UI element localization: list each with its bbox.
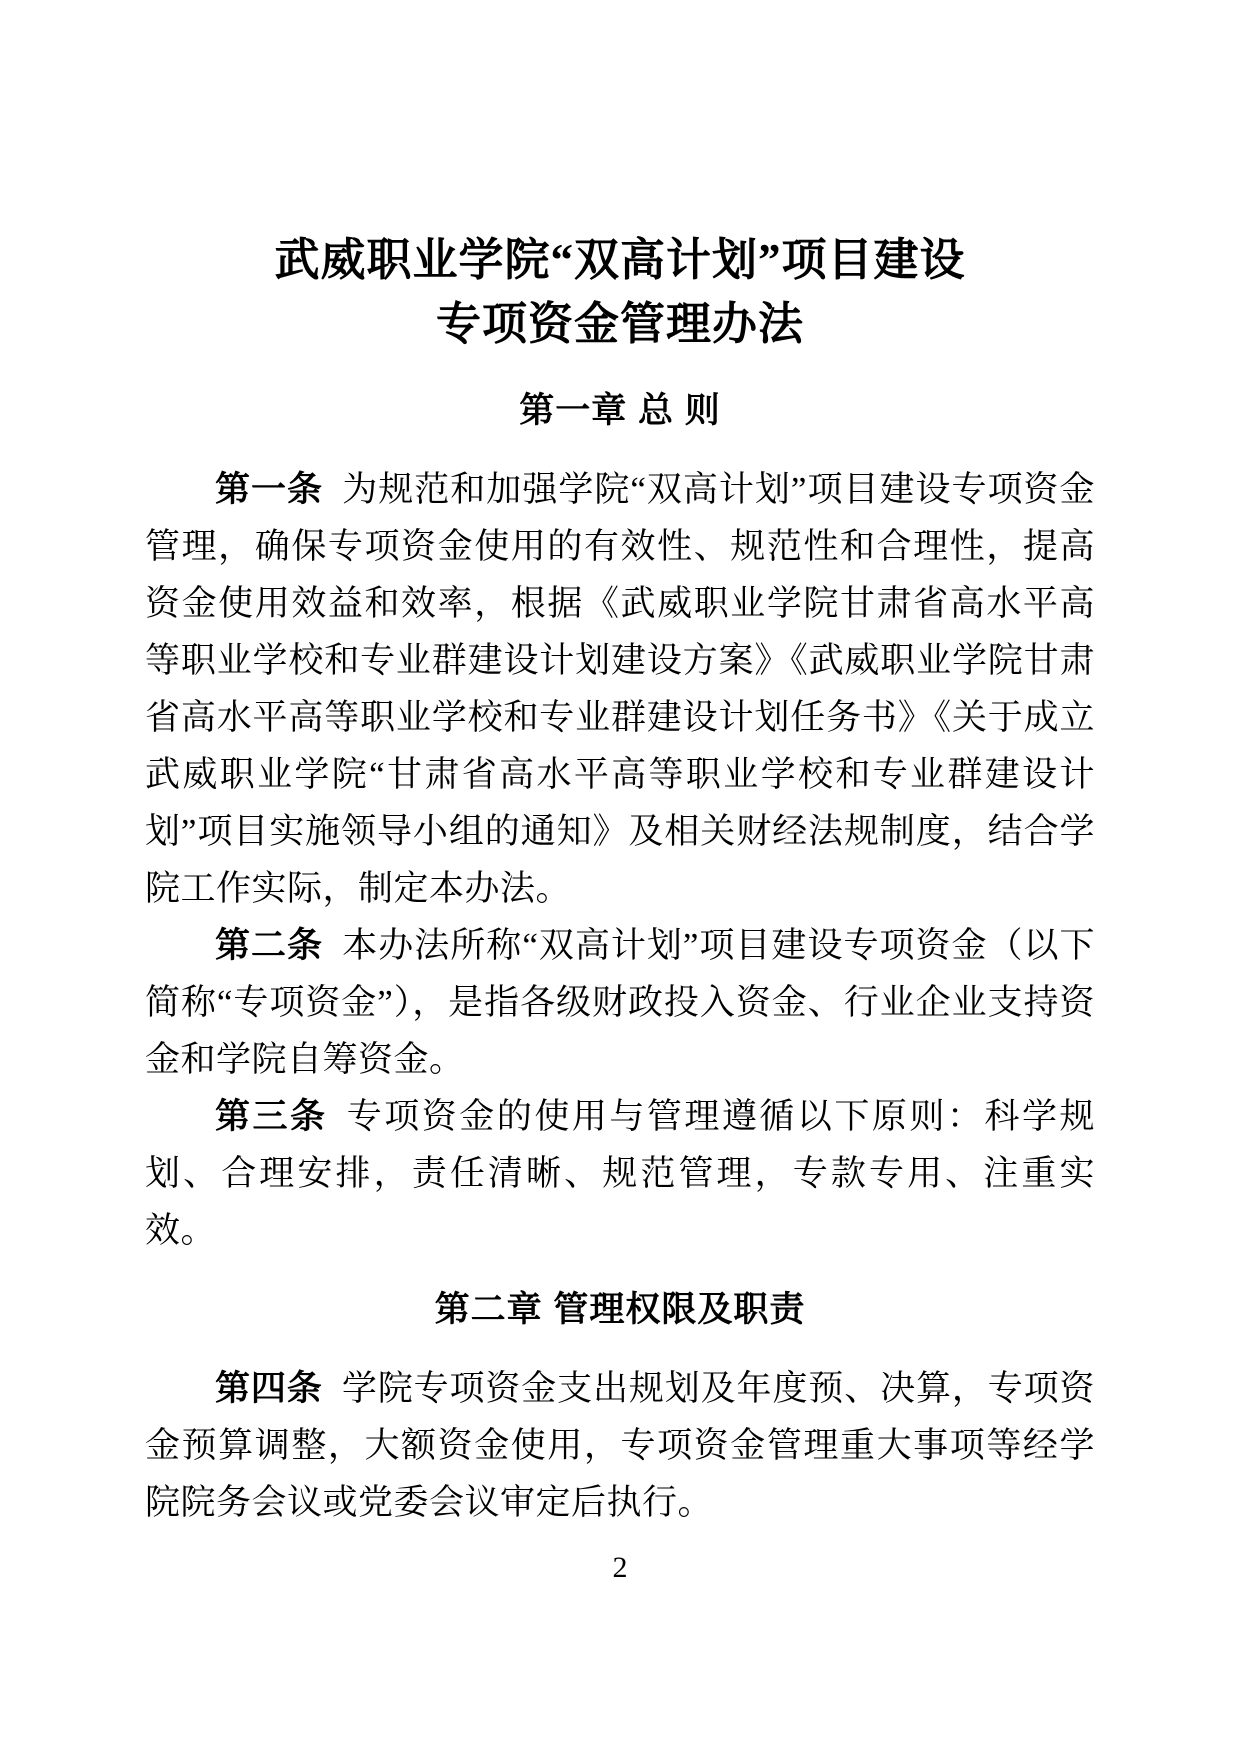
article-4-label: 第四条	[215, 1369, 323, 1408]
document-title-line1: 武威职业学院“双高计划”项目建设	[274, 235, 966, 285]
article-4-paragraph	[145, 1360, 1095, 1531]
article-2-text: 本办法所称“双高计划”项目建设专项资金（以下简称“专项资金”），是指各级财政投入资金、行业企业支持资金和学院自筹资金。	[145, 926, 1095, 1079]
article-4-text: 学院专项资金支出规划及年度预、决算，专项资金预算调整，大额资金使用，专项资金管理重大事项等经学院院务会议或党委会议审定后执行。	[145, 1369, 1095, 1522]
chapter-1-heading: 第一章 总 则	[519, 391, 721, 430]
article-3-paragraph	[145, 1088, 1095, 1259]
article-3-label: 第三条	[215, 1097, 328, 1136]
article-1-text: 为规范和加强学院“双高计划”项目建设专项资金管理，确保专项资金使用的有效性、规范性和合理性，提高资金使用效益和效率，根据《武威职业学院甘肃省高水平高等职业学校和专业群建设计划建设方案》《武威职业学院甘肃省高水平高等职业学校和专业群建设计划任务书》《关于成立武威职业学院“甘肃省高水平高等职业学校和专业群建设计划”项目实施领导小组的通知》及相关财经法规制度，结合学院工作实际，制定本办法。	[145, 470, 1095, 908]
document-title	[145, 228, 1095, 356]
article-1-label: 第一条	[215, 470, 324, 509]
article-2-paragraph	[145, 917, 1095, 1088]
chapter-2-heading: 第二章 管理权限及职责	[434, 1290, 806, 1329]
article-1-paragraph	[145, 461, 1095, 917]
document-content	[145, 228, 1095, 1531]
article-3-text: 专项资金的使用与管理遵循以下原则：科学规划、合理安排，责任清晰、规范管理，专款专用、注重实效。	[145, 1097, 1095, 1250]
page-number: 2	[612, 1551, 628, 1584]
article-2-label: 第二条	[215, 926, 324, 965]
document-title-line2: 专项资金管理办法	[435, 299, 804, 349]
